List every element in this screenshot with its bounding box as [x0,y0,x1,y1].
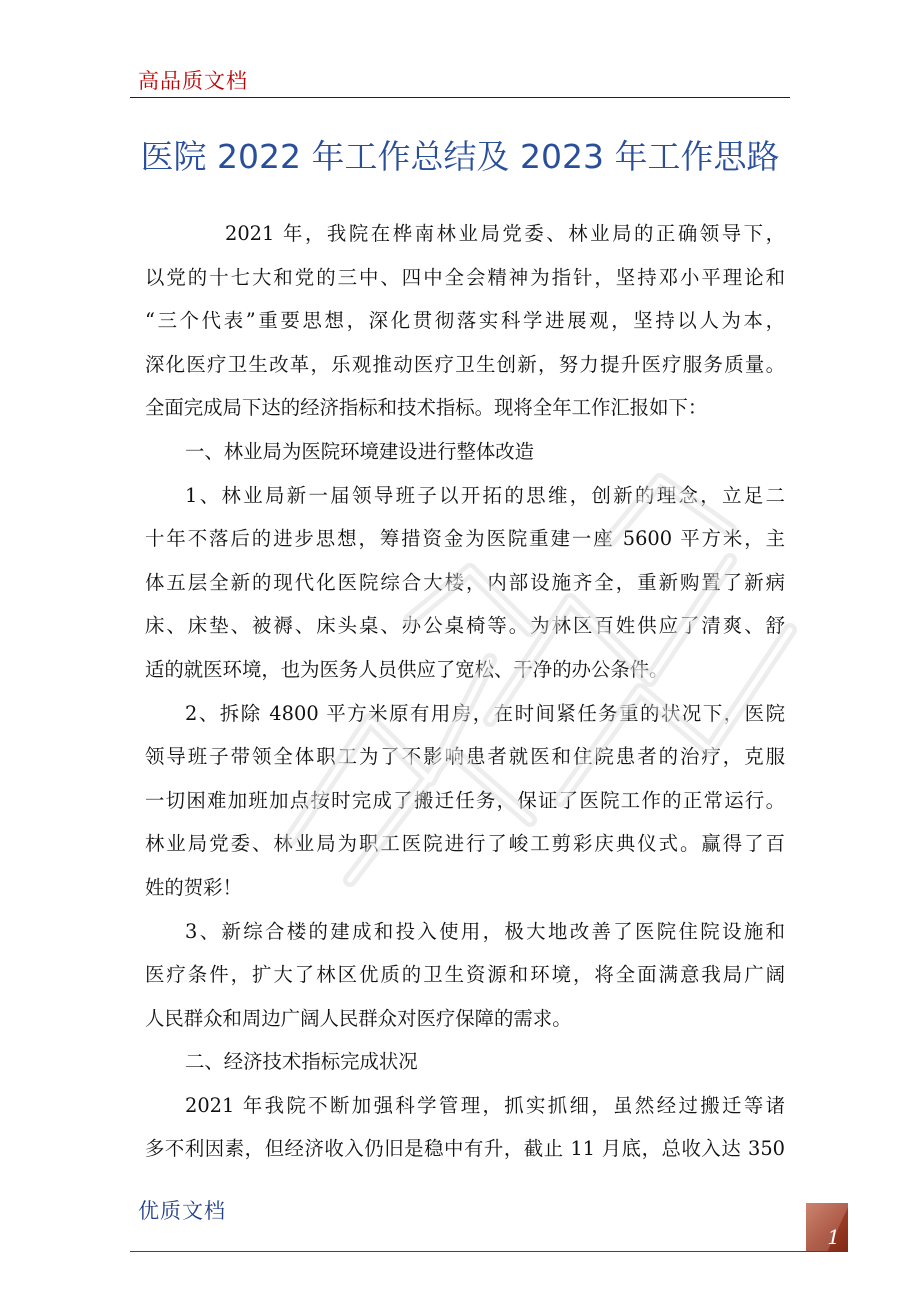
section-heading: 一、林业局为医院环境建设进行整体改造 [185,439,535,463]
body-line: 十年不落后的进步思想，筹措资金为医院重建一座 5600 平方米，主 [145,527,785,551]
body-line: 2021 年我院不断加强科学管理，抓实抓细，虽然经过搬迁等诸 [185,1093,785,1117]
header-label: 高品质文档 [138,69,248,93]
page-number: 1 [827,1225,840,1249]
body-line: 多不利因素，但经济收入仍旧是稳中有升，截止 11 月底，总收入达 350 [145,1137,785,1161]
body-line: 2021 年，我院在桦南林业局党委、林业局的正确领导下， [225,222,785,245]
body-line: 1、林业局新一届领导班子以开拓的思维，创新的理念，立足二 [185,483,785,507]
body-line: 床、床垫、被褥、床头桌、办公桌椅等。为林区百姓供应了清爽、舒 [145,614,785,638]
document-body [145,212,785,1171]
body-line: 医疗条件，扩大了林区优质的卫生资源和环境，将全面满意我局广阔 [145,963,785,987]
body-line: 2、拆除 4800 平方米原有用房，在时间紧任务重的状况下，医院 [185,701,785,725]
body-line: “三个代表”重要思想，深化贯彻落实科学进展观，坚持以人为本， [145,309,785,333]
footer-divider [130,1251,848,1252]
body-line: 3、新综合楼的建成和投入使用，极大地改善了医院住院设施和 [185,919,785,943]
body-line: 适的就医环境，也为医务人员供应了宽松、干净的办公条件。 [145,657,669,681]
body-line: 以党的十七大和党的三中、四中全会精神为指针，坚持邓小平理论和 [145,265,785,289]
body-line: 全面完成局下达的经济指标和技术指标。现将全年工作汇报如下： [145,396,708,420]
body-line: 一切困难加班加点按时完成了搬迁任务，保证了医院工作的正常运行。 [145,788,785,812]
section-heading: 二、经济技术指标完成状况 [185,1050,418,1074]
header-divider [130,97,790,98]
body-line: 深化医疗卫生改革，乐观推动医疗卫生创新，努力提升医疗服务质量。 [145,352,785,376]
document-title: 医院 2022 年工作总结及 2023 年工作思路 [140,137,780,176]
body-line: 体五层全新的现代化医院综合大楼，内部设施齐全，重新购置了新病 [145,570,785,594]
body-line: 人民群众和周边广阔人民群众对医疗保障的需求。 [145,1006,572,1030]
body-line: 姓的贺彩！ [145,875,242,899]
body-line: 领导班子带领全体职工为了不影响患者就医和住院患者的治疗，克服 [145,745,785,769]
page-number-badge [806,1203,848,1251]
footer-label: 优质文档 [138,1199,226,1223]
body-line: 林业局党委、林业局为职工医院进行了峻工剪彩庆典仪式。赢得了百 [145,832,785,856]
